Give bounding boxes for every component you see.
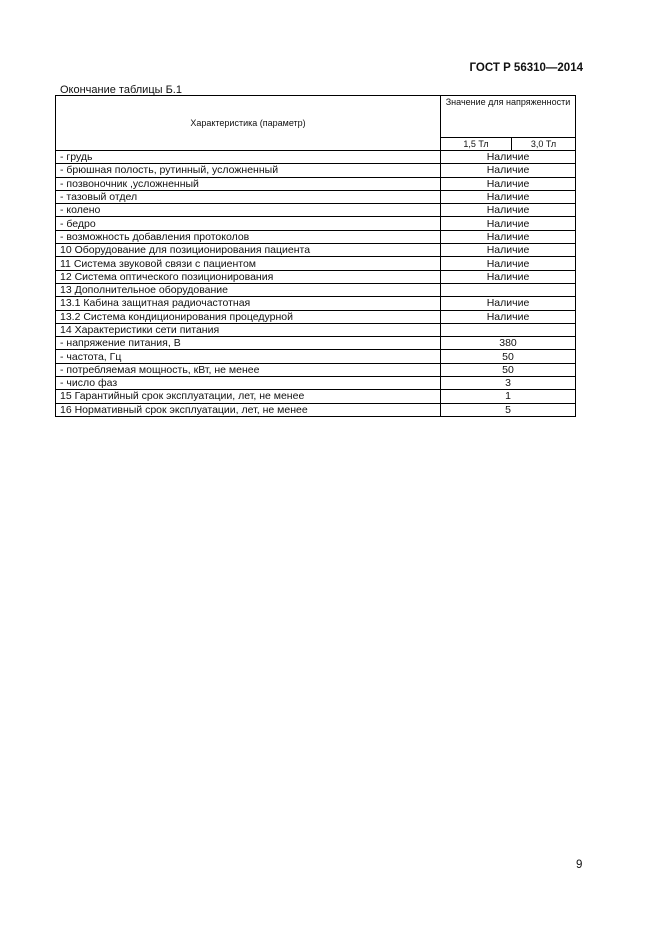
table-row [56,377,576,390]
param-name-cell: 12 Система оптического позиционирования [56,270,441,283]
param-name-cell: 14 Характеристики сети питания [56,323,441,336]
spec-table [55,95,576,417]
standard-designation: ГОСТ Р 56310—2014 [469,62,583,74]
page-number: 9 [576,859,583,871]
param-name-cell: 13.2 Система кондиционирования процедурной [56,310,441,323]
param-value-cell: Наличие [441,151,576,164]
param-value-cell: Наличие [441,230,576,243]
param-value-cell: Наличие [441,204,576,217]
table-row [56,204,576,217]
value-column-header: Значение для напряженности [441,96,576,138]
field-1-5t-header: 1,5 Тл [441,138,512,151]
param-name-cell: - позвоночник ,усложненный [56,177,441,190]
param-value-cell: Наличие [441,217,576,230]
param-value-cell: 5 [441,403,576,416]
table-row [56,230,576,243]
param-value-cell: 1 [441,390,576,403]
param-name-cell: 13.1 Кабина защитная радиочастотная [56,297,441,310]
param-value-cell: 3 [441,377,576,390]
table-row [56,283,576,296]
param-name-cell: - брюшная полость, рутинный, усложненный [56,164,441,177]
table-row [56,270,576,283]
param-name-cell: 11 Система звуковой связи с пациентом [56,257,441,270]
field-3-0t-header: 3,0 Тл [512,138,576,151]
param-name-cell: - тазовый отдел [56,190,441,203]
param-value-cell: Наличие [441,310,576,323]
table-row [56,323,576,336]
param-name-cell: 10 Оборудование для позиционирования пациента [56,244,441,257]
param-name-cell: 15 Гарантийный срок эксплуатации, лет, не менее [56,390,441,403]
param-value-cell: Наличие [441,190,576,203]
param-value-cell: 50 [441,363,576,376]
param-name-cell: - частота, Гц [56,350,441,363]
table-row [56,403,576,416]
param-value-cell: Наличие [441,257,576,270]
table-row [56,297,576,310]
table-row [56,151,576,164]
param-name-cell: 13 Дополнительное оборудование [56,283,441,296]
table-row [56,310,576,323]
table-caption: Окончание таблицы Б.1 [60,84,182,96]
table-row [56,350,576,363]
param-name-cell: - бедро [56,217,441,230]
table-row [56,190,576,203]
param-value-cell: 380 [441,337,576,350]
param-value-cell [441,323,576,336]
param-name-cell: - колено [56,204,441,217]
table-row [56,244,576,257]
param-name-cell: - число фаз [56,377,441,390]
param-name-cell: 16 Нормативный срок эксплуатации, лет, не менее [56,403,441,416]
param-name-cell: - возможность добавления протоколов [56,230,441,243]
param-value-cell: Наличие [441,270,576,283]
param-name-cell: - грудь [56,151,441,164]
table-row [56,217,576,230]
param-value-cell: Наличие [441,177,576,190]
table-row [56,257,576,270]
param-name-cell: - потребляемая мощность, кВт, не менее [56,363,441,376]
table-row [56,390,576,403]
table-row [56,164,576,177]
param-value-cell: 50 [441,350,576,363]
param-value-cell: Наличие [441,164,576,177]
param-name-cell: - напряжение питания, В [56,337,441,350]
param-value-cell: Наличие [441,297,576,310]
param-value-cell [441,283,576,296]
param-value-cell: Наличие [441,244,576,257]
table-row [56,337,576,350]
table-row [56,363,576,376]
table-row [56,177,576,190]
param-column-header: Характеристика (параметр) [56,96,441,151]
